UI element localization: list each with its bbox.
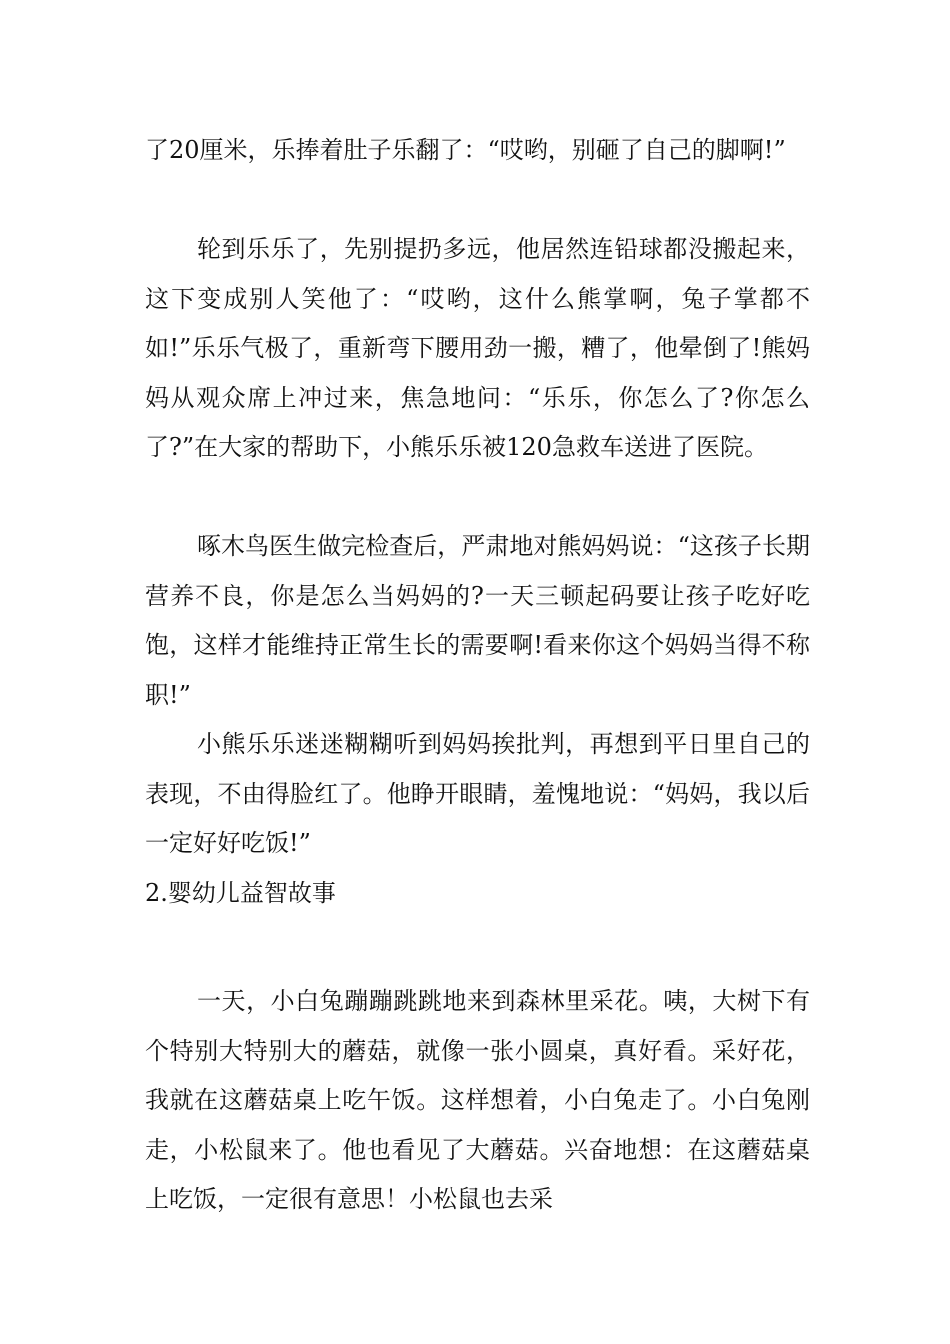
paragraph: 啄木鸟医生做完检查后，严肃地对熊妈妈说：“这孩子长期营养不良，你是怎么当妈妈的?一天三顿起码要让孩子吃好吃饱，这样才能维持正常生长的需要啊!看来你这个妈妈当得不称职!” <box>145 532 810 709</box>
paragraph-continued: 了20厘米，乐捧着肚子乐翻了：“哎哟，别砸了自己的脚啊!” <box>145 136 786 164</box>
paragraph: 一天，小白兔蹦蹦跳跳地来到森林里采花。咦，大树下有个特别大特别大的蘑菇，就像一张小圆桌，真好看。采好花，我就在这蘑菇桌上吃午饭。这样想着，小白兔走了。小白兔刚走，小松鼠来了。他也看见了大蘑菇。兴奋地想：在这蘑菇桌上吃饭，一定很有意思！小松鼠也去采 <box>145 987 810 1213</box>
section-heading: 2.婴幼儿益智故事 <box>145 879 336 907</box>
paragraph: 轮到乐乐了，先别提扔多远，他居然连铅球都没搬起来，这下变成别人笑他了：“哎哟，这什么熊掌啊，兔子掌都不如!”乐乐气极了，重新弯下腰用劲一搬，糟了，他晕倒了!熊妈妈从观众席上冲过来，焦急地问：“乐乐，你怎么了?你怎么了?”在大家的帮助下，小熊乐乐被120急救车送进了医院。 <box>145 235 810 461</box>
paragraph: 小熊乐乐迷迷糊糊听到妈妈挨批判，再想到平日里自己的表现，不由得脸红了。他睁开眼睛，羞愧地说：“妈妈，我以后一定好好吃饭!” <box>145 730 810 857</box>
